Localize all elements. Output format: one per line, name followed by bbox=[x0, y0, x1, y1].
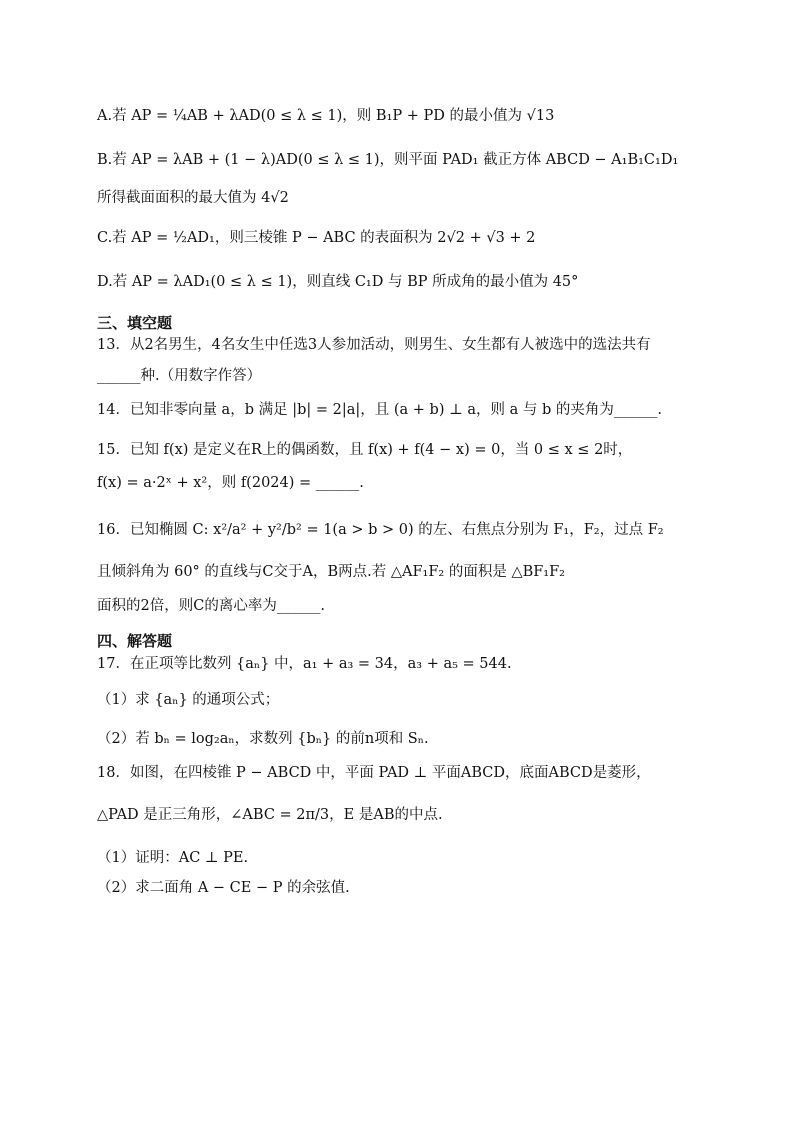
question-15: 15．已知 f(x) 是定义在R上的偶函数，且 f(x) + f(4 − x) = 0，当 0 ≤ x ≤ 2时， bbox=[97, 442, 633, 458]
option-b-continued: 所得截面面积的最大值为 4√2 bbox=[97, 190, 289, 206]
question-18-part-2: （2）求二面角 A − CE − P 的余弦值. bbox=[97, 880, 350, 896]
question-13-blank: ______种.（用数字作答） bbox=[97, 368, 262, 384]
option-d: D.若 AP = λAD₁(0 ≤ λ ≤ 1)，则直线 C₁D 与 BP 所成角的最小值为 45° bbox=[97, 274, 579, 290]
question-15-continued: f(x) = a·2ˣ + x²，则 f(2024) = ______. bbox=[97, 475, 364, 491]
question-17-part-2: （2）若 bₙ = log₂aₙ，求数列 {bₙ} 的前n项和 Sₙ. bbox=[97, 731, 429, 747]
question-16: 16．已知椭圆 C: x²/a² + y²/b² = 1(a > b > 0) 的左、右焦点分别为 F₁，F₂，过点 F₂ bbox=[97, 522, 664, 538]
section-answer-title: 四、解答题 bbox=[97, 632, 173, 650]
question-16-line-3: 面积的2倍，则C的离心率为______. bbox=[97, 598, 325, 614]
question-13: 13．从2名男生，4名女生中任选3人参加活动，则男生、女生都有人被选中的选法共有 bbox=[97, 337, 651, 353]
question-17: 17．在正项等比数列 {aₙ} 中，a₁ + a₃ = 34，a₃ + a₅ = 544. bbox=[97, 656, 512, 672]
question-14: 14．已知非零向量 a，b 满足 |b| = 2|a|，且 (a + b) ⊥ a，则 a 与 b 的夹角为______. bbox=[97, 402, 662, 418]
question-18: 18．如图，在四棱锥 P − ABCD 中，平面 PAD ⊥ 平面ABCD，底面ABCD是菱形， bbox=[97, 765, 651, 781]
option-b: B.若 AP = λAB + (1 − λ)AD(0 ≤ λ ≤ 1)，则平面 PAD₁ 截正方体 ABCD − A₁B₁C₁D₁ bbox=[97, 152, 679, 168]
question-17-part-1: （1）求 {aₙ} 的通项公式； bbox=[97, 692, 280, 708]
question-18-line-2: △PAD 是正三角形，∠ABC = 2π/3，E 是AB的中点. bbox=[97, 807, 443, 823]
section-fill-in-title: 三、填空题 bbox=[97, 314, 173, 332]
question-16-line-2: 且倾斜角为 60° 的直线与C交于A，B两点.若 △AF₁F₂ 的面积是 △BF₁F₂ bbox=[97, 564, 565, 580]
option-a: A.若 AP = ¼AB + λAD(0 ≤ λ ≤ 1)，则 B₁P + PD 的最小值为 √13 bbox=[97, 108, 555, 124]
option-c: C.若 AP = ½AD₁，则三棱锥 P − ABC 的表面积为 2√2 + √3 + 2 bbox=[97, 230, 536, 246]
question-18-part-1: （1）证明：AC ⊥ PE. bbox=[97, 850, 249, 866]
